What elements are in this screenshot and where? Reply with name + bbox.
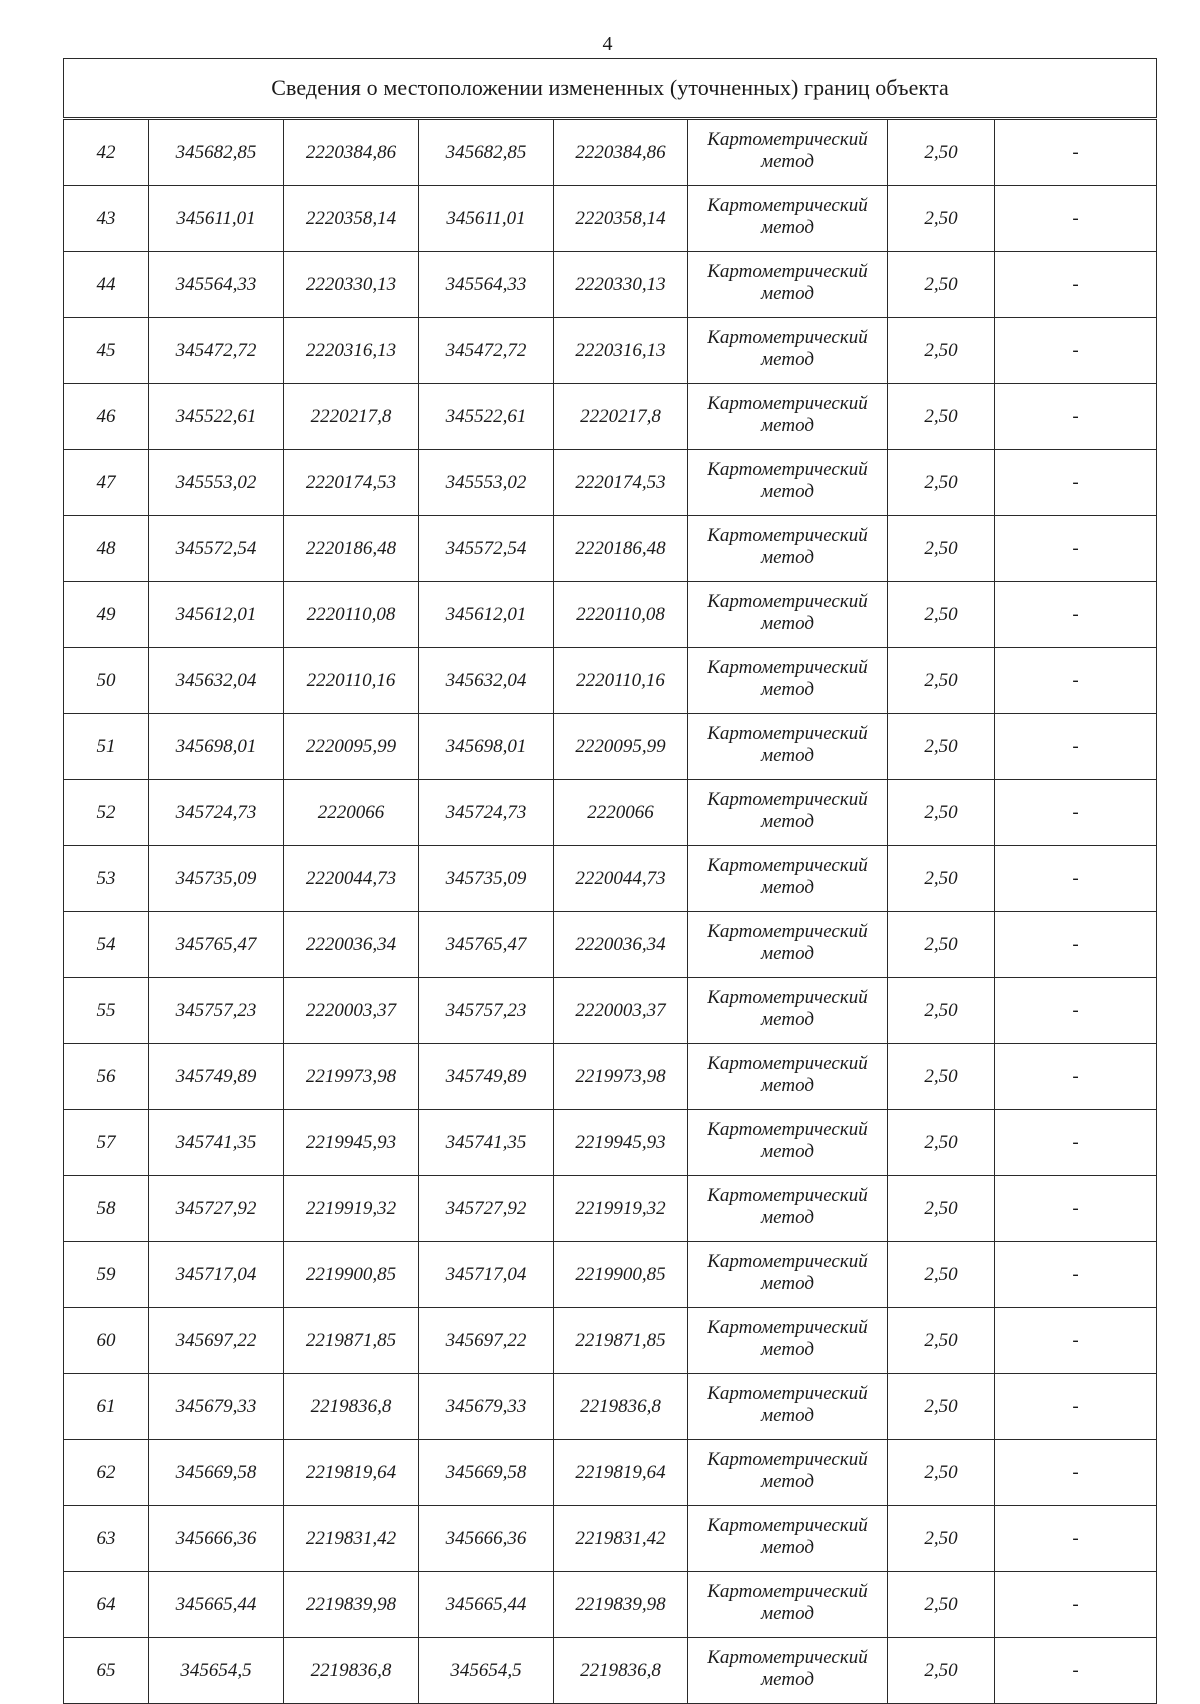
new-x-cell: 345564,33 [419, 252, 554, 318]
coordinates-table [63, 58, 1157, 1704]
existing-x-cell: 345654,5 [149, 1638, 284, 1704]
new-y-cell: 2220066 [554, 780, 688, 846]
accuracy-cell: 2,50 [888, 384, 995, 450]
description-cell: - [995, 450, 1157, 516]
existing-x-cell: 345727,92 [149, 1176, 284, 1242]
method-cell [688, 1044, 888, 1110]
method-line-1: Картометрический [707, 854, 868, 876]
existing-y-cell: 2219973,98 [284, 1044, 419, 1110]
new-x-cell: 345717,04 [419, 1242, 554, 1308]
method-line-2: метод [761, 1206, 814, 1228]
method-line-2: метод [761, 1668, 814, 1690]
new-x-cell: 345553,02 [419, 450, 554, 516]
new-y-cell: 2219973,98 [554, 1044, 688, 1110]
method-line-2: метод [761, 1074, 814, 1096]
method-line-2: метод [761, 1602, 814, 1624]
existing-y-cell: 2219919,32 [284, 1176, 419, 1242]
method-cell [688, 516, 888, 582]
method-line-1: Картометрический [707, 1580, 868, 1602]
new-x-cell: 345765,47 [419, 912, 554, 978]
method-cell [688, 714, 888, 780]
existing-x-cell: 345612,01 [149, 582, 284, 648]
table-row [64, 516, 1157, 582]
description-cell: - [995, 1176, 1157, 1242]
point-number-cell: 62 [64, 1440, 149, 1506]
new-x-cell: 345757,23 [419, 978, 554, 1044]
description-cell: - [995, 582, 1157, 648]
new-y-cell: 2220110,08 [554, 582, 688, 648]
new-x-cell: 345472,72 [419, 318, 554, 384]
accuracy-cell: 2,50 [888, 318, 995, 384]
method-line-1: Картометрический [707, 128, 868, 150]
existing-y-cell: 2220384,86 [284, 119, 419, 186]
point-number-cell: 51 [64, 714, 149, 780]
accuracy-cell: 2,50 [888, 1440, 995, 1506]
method-line-1: Картометрический [707, 788, 868, 810]
description-cell: - [995, 252, 1157, 318]
method-line-2: метод [761, 876, 814, 898]
method-line-1: Картометрический [707, 524, 868, 546]
point-number-cell: 65 [64, 1638, 149, 1704]
description-cell: - [995, 1374, 1157, 1440]
new-x-cell: 345612,01 [419, 582, 554, 648]
method-line-2: метод [761, 348, 814, 370]
point-number-cell: 59 [64, 1242, 149, 1308]
table-title-row [64, 59, 1157, 119]
method-line-1: Картометрический [707, 1250, 868, 1272]
point-number-cell: 61 [64, 1374, 149, 1440]
accuracy-cell: 2,50 [888, 1044, 995, 1110]
method-line-2: метод [761, 1272, 814, 1294]
method-line-1: Картометрический [707, 260, 868, 282]
new-x-cell: 345665,44 [419, 1572, 554, 1638]
existing-y-cell: 2219836,8 [284, 1638, 419, 1704]
existing-y-cell: 2219836,8 [284, 1374, 419, 1440]
point-number-cell: 46 [64, 384, 149, 450]
table-row [64, 252, 1157, 318]
point-number-cell: 43 [64, 186, 149, 252]
existing-y-cell: 2220358,14 [284, 186, 419, 252]
point-number-cell: 56 [64, 1044, 149, 1110]
method-line-1: Картометрический [707, 458, 868, 480]
method-line-2: метод [761, 1008, 814, 1030]
table-row [64, 1242, 1157, 1308]
table-row [64, 978, 1157, 1044]
method-line-1: Картометрический [707, 1514, 868, 1536]
method-cell [688, 318, 888, 384]
point-number-cell: 42 [64, 119, 149, 186]
existing-y-cell: 2220330,13 [284, 252, 419, 318]
accuracy-cell: 2,50 [888, 1242, 995, 1308]
description-cell: - [995, 1572, 1157, 1638]
method-cell [688, 450, 888, 516]
existing-x-cell: 345666,36 [149, 1506, 284, 1572]
table-row [64, 912, 1157, 978]
point-number-cell: 54 [64, 912, 149, 978]
table-title: Сведения о местоположении измененных (уточненных) границ объекта [64, 59, 1157, 119]
new-y-cell: 2220095,99 [554, 714, 688, 780]
method-cell [688, 252, 888, 318]
existing-x-cell: 345665,44 [149, 1572, 284, 1638]
accuracy-cell: 2,50 [888, 252, 995, 318]
existing-y-cell: 2219945,93 [284, 1110, 419, 1176]
method-line-2: метод [761, 612, 814, 634]
method-cell [688, 582, 888, 648]
point-number-cell: 57 [64, 1110, 149, 1176]
method-line-1: Картометрический [707, 1118, 868, 1140]
existing-x-cell: 345697,22 [149, 1308, 284, 1374]
accuracy-cell: 2,50 [888, 1572, 995, 1638]
table-row [64, 450, 1157, 516]
method-line-2: метод [761, 150, 814, 172]
method-cell [688, 1110, 888, 1176]
point-number-cell: 45 [64, 318, 149, 384]
accuracy-cell: 2,50 [888, 846, 995, 912]
method-cell [688, 978, 888, 1044]
method-line-2: метод [761, 546, 814, 568]
point-number-cell: 60 [64, 1308, 149, 1374]
accuracy-cell: 2,50 [888, 1110, 995, 1176]
existing-y-cell: 2220095,99 [284, 714, 419, 780]
existing-x-cell: 345611,01 [149, 186, 284, 252]
new-x-cell: 345698,01 [419, 714, 554, 780]
accuracy-cell: 2,50 [888, 119, 995, 186]
accuracy-cell: 2,50 [888, 582, 995, 648]
method-line-2: метод [761, 810, 814, 832]
accuracy-cell: 2,50 [888, 450, 995, 516]
existing-x-cell: 345741,35 [149, 1110, 284, 1176]
existing-y-cell: 2219900,85 [284, 1242, 419, 1308]
existing-y-cell: 2220003,37 [284, 978, 419, 1044]
new-x-cell: 345611,01 [419, 186, 554, 252]
existing-x-cell: 345679,33 [149, 1374, 284, 1440]
method-line-2: метод [761, 282, 814, 304]
table-row [64, 582, 1157, 648]
method-cell [688, 1374, 888, 1440]
method-cell [688, 1572, 888, 1638]
table-row [64, 846, 1157, 912]
new-y-cell: 2219900,85 [554, 1242, 688, 1308]
method-line-1: Картометрический [707, 326, 868, 348]
point-number-cell: 44 [64, 252, 149, 318]
new-y-cell: 2220217,8 [554, 384, 688, 450]
table-row [64, 119, 1157, 186]
existing-y-cell: 2220110,16 [284, 648, 419, 714]
point-number-cell: 63 [64, 1506, 149, 1572]
existing-y-cell: 2220110,08 [284, 582, 419, 648]
method-line-1: Картометрический [707, 194, 868, 216]
point-number-cell: 48 [64, 516, 149, 582]
accuracy-cell: 2,50 [888, 780, 995, 846]
table-row [64, 1638, 1157, 1704]
new-y-cell: 2219819,64 [554, 1440, 688, 1506]
description-cell: - [995, 1506, 1157, 1572]
existing-y-cell: 2220174,53 [284, 450, 419, 516]
existing-y-cell: 2220066 [284, 780, 419, 846]
method-cell [688, 1440, 888, 1506]
accuracy-cell: 2,50 [888, 912, 995, 978]
new-x-cell: 345697,22 [419, 1308, 554, 1374]
table-row [64, 1572, 1157, 1638]
accuracy-cell: 2,50 [888, 1638, 995, 1704]
method-line-2: метод [761, 216, 814, 238]
page-number: 4 [602, 33, 613, 55]
table-row [64, 648, 1157, 714]
table-row [64, 1044, 1157, 1110]
new-y-cell: 2219831,42 [554, 1506, 688, 1572]
table-row [64, 1308, 1157, 1374]
table-row [64, 318, 1157, 384]
method-line-2: метод [761, 744, 814, 766]
method-line-1: Картометрический [707, 1316, 868, 1338]
new-x-cell: 345679,33 [419, 1374, 554, 1440]
description-cell: - [995, 648, 1157, 714]
table-row [64, 1110, 1157, 1176]
new-x-cell: 345682,85 [419, 119, 554, 186]
existing-y-cell: 2220316,13 [284, 318, 419, 384]
method-line-2: метод [761, 678, 814, 700]
table-row [64, 1506, 1157, 1572]
table-row [64, 384, 1157, 450]
point-number-cell: 53 [64, 846, 149, 912]
new-y-cell: 2220330,13 [554, 252, 688, 318]
existing-y-cell: 2219819,64 [284, 1440, 419, 1506]
method-line-1: Картометрический [707, 1382, 868, 1404]
method-line-2: метод [761, 1404, 814, 1426]
method-cell [688, 1638, 888, 1704]
new-x-cell: 345735,09 [419, 846, 554, 912]
existing-x-cell: 345749,89 [149, 1044, 284, 1110]
method-line-1: Картометрический [707, 986, 868, 1008]
description-cell: - [995, 186, 1157, 252]
new-x-cell: 345654,5 [419, 1638, 554, 1704]
new-y-cell: 2220384,86 [554, 119, 688, 186]
description-cell: - [995, 384, 1157, 450]
point-number-cell: 47 [64, 450, 149, 516]
existing-x-cell: 345735,09 [149, 846, 284, 912]
description-cell: - [995, 846, 1157, 912]
new-x-cell: 345522,61 [419, 384, 554, 450]
existing-x-cell: 345632,04 [149, 648, 284, 714]
existing-x-cell: 345698,01 [149, 714, 284, 780]
new-y-cell: 2220036,34 [554, 912, 688, 978]
method-line-2: метод [761, 1470, 814, 1492]
new-y-cell: 2219836,8 [554, 1374, 688, 1440]
table-row [64, 780, 1157, 846]
method-line-1: Картометрический [707, 1184, 868, 1206]
description-cell: - [995, 1440, 1157, 1506]
method-cell [688, 912, 888, 978]
new-x-cell: 345724,73 [419, 780, 554, 846]
method-cell [688, 384, 888, 450]
existing-x-cell: 345522,61 [149, 384, 284, 450]
new-y-cell: 2220316,13 [554, 318, 688, 384]
description-cell: - [995, 1242, 1157, 1308]
description-cell: - [995, 318, 1157, 384]
accuracy-cell: 2,50 [888, 1308, 995, 1374]
description-cell: - [995, 119, 1157, 186]
new-y-cell: 2219839,98 [554, 1572, 688, 1638]
method-cell [688, 780, 888, 846]
new-y-cell: 2219871,85 [554, 1308, 688, 1374]
method-line-2: метод [761, 480, 814, 502]
accuracy-cell: 2,50 [888, 714, 995, 780]
method-line-1: Картометрический [707, 590, 868, 612]
new-x-cell: 345741,35 [419, 1110, 554, 1176]
new-y-cell: 2219919,32 [554, 1176, 688, 1242]
existing-x-cell: 345682,85 [149, 119, 284, 186]
accuracy-cell: 2,50 [888, 1374, 995, 1440]
description-cell: - [995, 714, 1157, 780]
new-y-cell: 2220358,14 [554, 186, 688, 252]
method-line-1: Картометрический [707, 920, 868, 942]
method-line-1: Картометрический [707, 1052, 868, 1074]
method-cell [688, 1242, 888, 1308]
new-y-cell: 2219836,8 [554, 1638, 688, 1704]
method-cell [688, 186, 888, 252]
new-y-cell: 2220003,37 [554, 978, 688, 1044]
existing-x-cell: 345724,73 [149, 780, 284, 846]
point-number-cell: 50 [64, 648, 149, 714]
description-cell: - [995, 1638, 1157, 1704]
method-cell [688, 1506, 888, 1572]
existing-x-cell: 345765,47 [149, 912, 284, 978]
existing-x-cell: 345669,58 [149, 1440, 284, 1506]
new-y-cell: 2220044,73 [554, 846, 688, 912]
accuracy-cell: 2,50 [888, 186, 995, 252]
table-row [64, 1176, 1157, 1242]
method-line-1: Картометрический [707, 392, 868, 414]
point-number-cell: 49 [64, 582, 149, 648]
existing-x-cell: 345472,72 [149, 318, 284, 384]
method-line-1: Картометрический [707, 1448, 868, 1470]
method-cell [688, 846, 888, 912]
method-cell [688, 648, 888, 714]
description-cell: - [995, 978, 1157, 1044]
existing-x-cell: 345572,54 [149, 516, 284, 582]
existing-y-cell: 2220217,8 [284, 384, 419, 450]
new-x-cell: 345727,92 [419, 1176, 554, 1242]
accuracy-cell: 2,50 [888, 978, 995, 1044]
method-line-2: метод [761, 942, 814, 964]
accuracy-cell: 2,50 [888, 516, 995, 582]
new-y-cell: 2219945,93 [554, 1110, 688, 1176]
description-cell: - [995, 1308, 1157, 1374]
method-line-1: Картометрический [707, 656, 868, 678]
method-line-1: Картометрический [707, 1646, 868, 1668]
accuracy-cell: 2,50 [888, 648, 995, 714]
table-row [64, 714, 1157, 780]
new-y-cell: 2220186,48 [554, 516, 688, 582]
point-number-cell: 55 [64, 978, 149, 1044]
method-line-2: метод [761, 1536, 814, 1558]
new-y-cell: 2220174,53 [554, 450, 688, 516]
description-cell: - [995, 516, 1157, 582]
method-line-2: метод [761, 1338, 814, 1360]
description-cell: - [995, 1110, 1157, 1176]
existing-x-cell: 345717,04 [149, 1242, 284, 1308]
method-cell [688, 119, 888, 186]
method-line-1: Картометрический [707, 722, 868, 744]
existing-x-cell: 345757,23 [149, 978, 284, 1044]
point-number-cell: 58 [64, 1176, 149, 1242]
table-row [64, 186, 1157, 252]
description-cell: - [995, 780, 1157, 846]
existing-y-cell: 2219871,85 [284, 1308, 419, 1374]
point-number-cell: 52 [64, 780, 149, 846]
new-x-cell: 345632,04 [419, 648, 554, 714]
method-cell [688, 1176, 888, 1242]
existing-y-cell: 2220036,34 [284, 912, 419, 978]
point-number-cell: 64 [64, 1572, 149, 1638]
existing-y-cell: 2219839,98 [284, 1572, 419, 1638]
accuracy-cell: 2,50 [888, 1176, 995, 1242]
table-row [64, 1374, 1157, 1440]
table-row [64, 1440, 1157, 1506]
existing-y-cell: 2219831,42 [284, 1506, 419, 1572]
new-x-cell: 345666,36 [419, 1506, 554, 1572]
description-cell: - [995, 1044, 1157, 1110]
new-y-cell: 2220110,16 [554, 648, 688, 714]
existing-x-cell: 345553,02 [149, 450, 284, 516]
new-x-cell: 345572,54 [419, 516, 554, 582]
existing-y-cell: 2220186,48 [284, 516, 419, 582]
new-x-cell: 345669,58 [419, 1440, 554, 1506]
existing-y-cell: 2220044,73 [284, 846, 419, 912]
method-line-2: метод [761, 1140, 814, 1162]
description-cell: - [995, 912, 1157, 978]
new-x-cell: 345749,89 [419, 1044, 554, 1110]
method-line-2: метод [761, 414, 814, 436]
method-cell [688, 1308, 888, 1374]
accuracy-cell: 2,50 [888, 1506, 995, 1572]
existing-x-cell: 345564,33 [149, 252, 284, 318]
